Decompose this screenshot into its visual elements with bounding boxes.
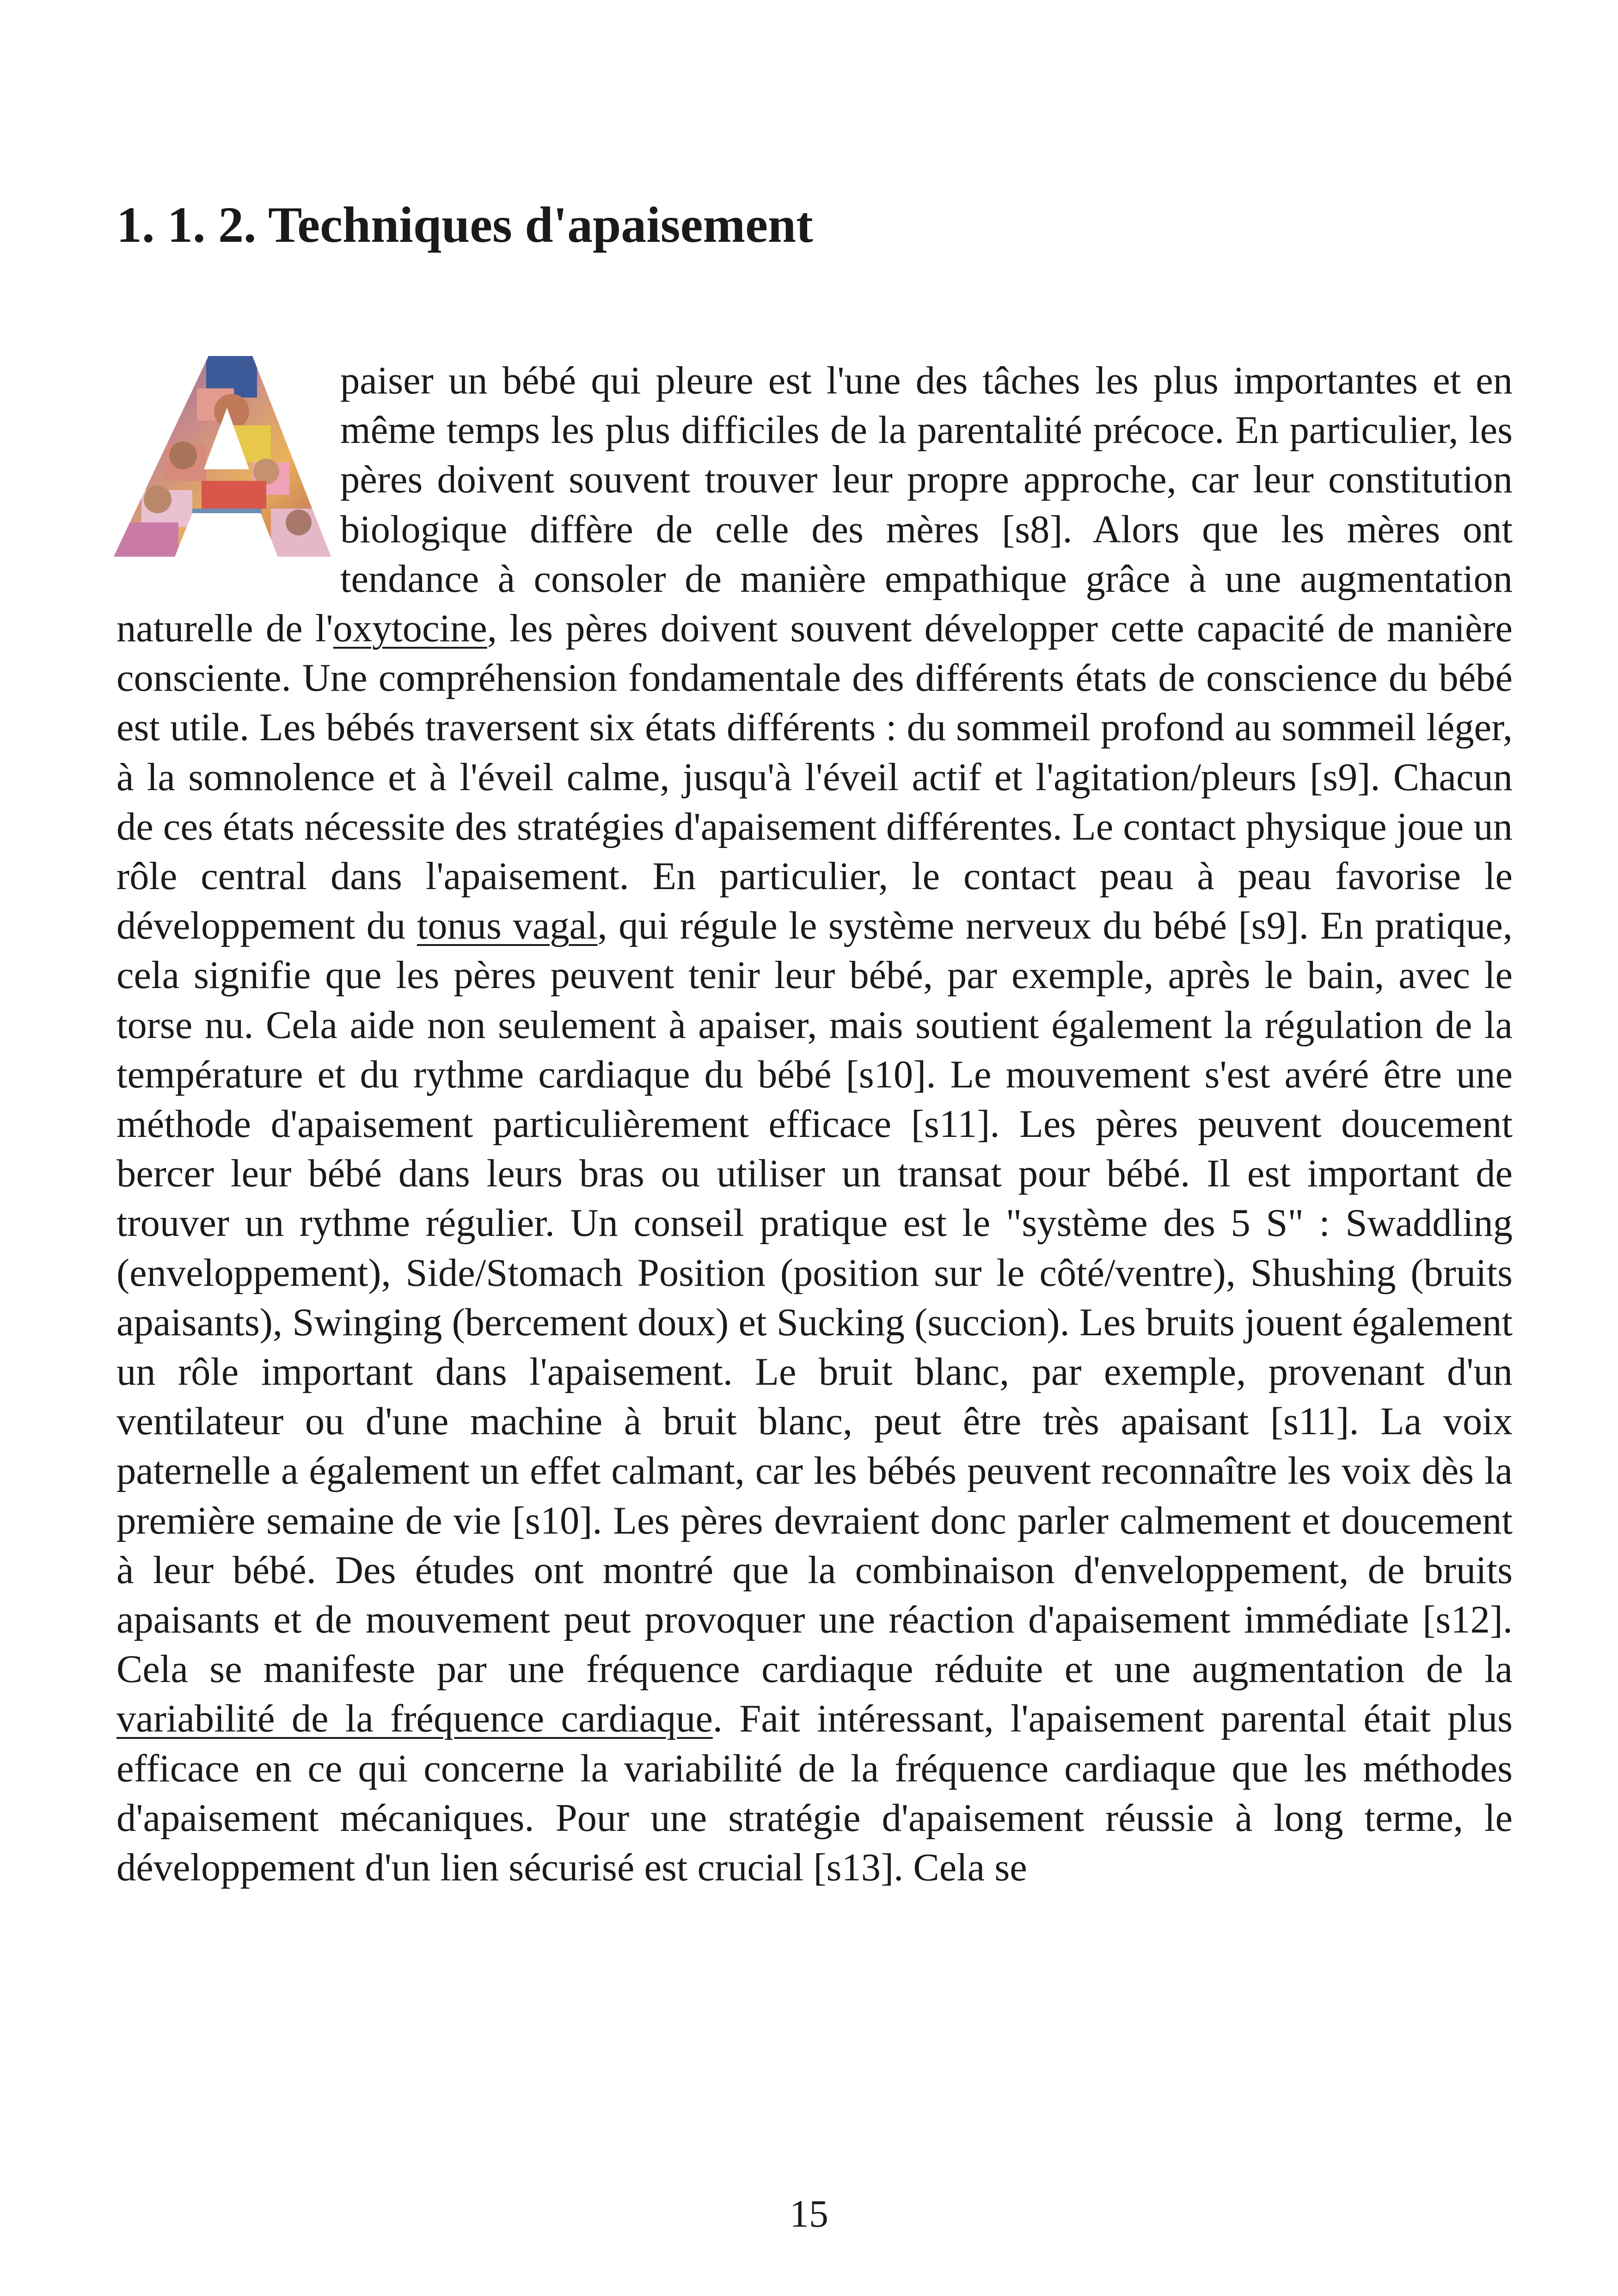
glossary-link-oxytocine[interactable]: oxytocine — [333, 607, 487, 651]
paragraph-text-2: , les pères doivent souvent développer cette capacité de manière consciente. Une compréhension fondamentale des différents états de conscience du bébé est utile. Les bébés traversent six états différents : du sommeil profond au sommeil léger, à la somnolence et à l'éveil calme, jusqu'à l'éveil actif et l'agitation/pleurs [s9]. Chacun de ces états nécessite des stratégies d'apaisement différentes. Le contact physique joue un rôle central dans l'apaisement. En particulier, le contact peau à peau favorise le développement du — [116, 607, 1513, 948]
paragraph-text-1: paiser un bébé qui pleure est l'une des tâches les plus importantes et en même temps les plus difficiles de la parentalité précoce. En particulier, les pères doivent souvent trouver leur propre approche, car leur constitution biologique diffère de celle des mères [s8]. Alors que les mères ont tendance à consoler de manière empathique grâce à une augmentation naturelle de l' — [116, 359, 1513, 651]
glossary-link-tonus-vagal[interactable]: tonus vagal — [417, 904, 598, 948]
paragraph-text-3: , qui régule le système nerveux du bébé [s9]. En pratique, cela signifie que les pères peuvent tenir leur bébé, par exemple, après le bain, avec le torse nu. Cela aide non seulement à apaiser, mais soutient également la régulation de la température et du rythme cardiaque du bébé [s10]. Le mouvement s'est avéré être une méthode d'apaisement particulièrement efficace [s11]. Les pères peuvent doucement bercer leur bébé dans leurs bras ou utiliser un transat pour bébé. Il est important de trouver un rythme régulier. Un conseil pratique est le "système des 5 S" : Swaddling (enveloppement), Side/Stomach Position (position sur le côté/ventre), Shushing (bruits apaisants), Swinging (bercement doux) et Sucking (succion). Les bruits jouent également un rôle important dans l'apaisement. Le bruit blanc, par exemple, provenant d'un ventilateur ou d'une machine à bruit blanc, peut être très apaisant [s11]. La voix paternelle a également un effet calmant, car les bébés peuvent reconnaître les voix dès la première semaine de vie [s10]. Les pères devraient donc parler calmement et doucement à leur bébé. Des études ont montré que la combinaison d'enveloppement, de bruits apaisants et de mouvement peut provoquer une réaction d'apaisement immédiate [s12]. Cela se manifeste par une fréquence cardiaque réduite et une augmentation de la — [116, 904, 1513, 1691]
body-paragraph — [116, 356, 1513, 1892]
glossary-link-variabilite[interactable]: variabilité de la fréquence cardiaque — [116, 1697, 713, 1741]
people-collage-a-image — [114, 356, 331, 557]
dropcap-letter-a — [114, 356, 331, 557]
paragraph-text-4: . Fait intéressant, l'apaisement parental était plus efficace en ce qui concerne la variabilité de la fréquence cardiaque que les méthodes d'apaisement mécaniques. Pour une stratégie d'apaisement réussie à long terme, le développement d'un lien sécurisé est crucial [s13]. Cela se — [116, 1697, 1513, 1890]
page-number: 15 — [790, 2192, 828, 2235]
section-heading: 1. 1. 2. Techniques d'apaisement — [116, 196, 813, 253]
